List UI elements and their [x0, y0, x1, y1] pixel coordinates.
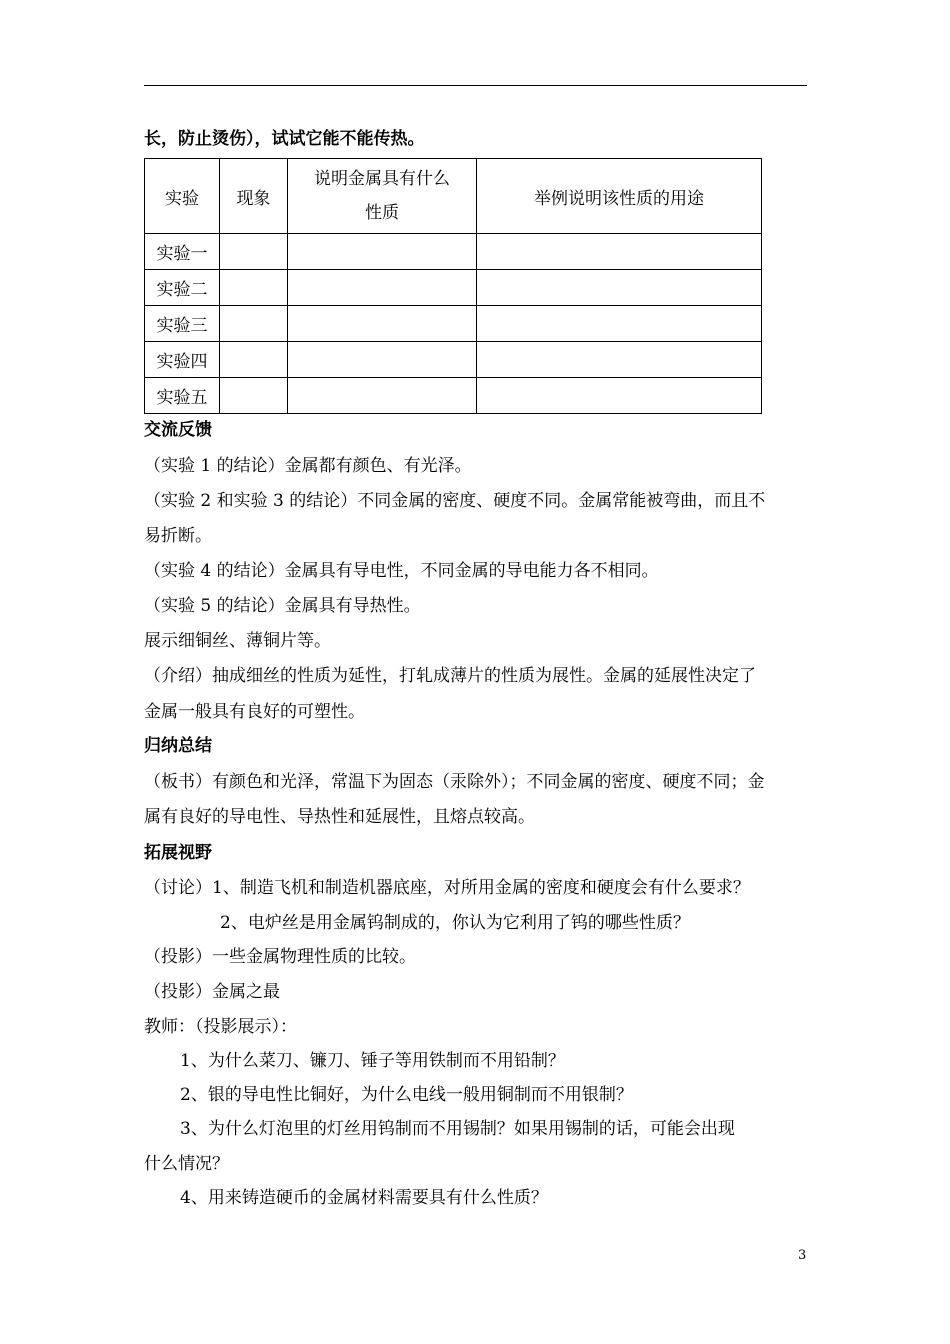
feedback-line: 金属一般具有良好的可塑性。 — [144, 702, 365, 722]
cell-usage[interactable] — [477, 306, 762, 342]
feedback-line: （实验 4 的结论）金属具有导电性，不同金属的导电能力各不相同。 — [144, 561, 659, 581]
feedback-line: 易折断。 — [144, 526, 212, 546]
row-label: 实验二 — [145, 270, 220, 306]
expand-line: （投影）金属之最 — [144, 982, 280, 1002]
cell-property[interactable] — [288, 234, 477, 270]
intro-line: 长，防止烫伤），试试它能不能传热。 — [144, 129, 425, 149]
expand-line: 4、用来铸造硬币的金属材料需要具有什么性质？ — [180, 1188, 548, 1208]
cell-usage[interactable] — [477, 270, 762, 306]
cell-property[interactable] — [288, 378, 477, 414]
table-row — [145, 342, 762, 378]
expand-line: （投影）一些金属物理性质的比较。 — [144, 947, 416, 967]
feedback-line: （实验 5 的结论）金属具有导热性。 — [144, 596, 421, 616]
header-usage: 举例说明该性质的用途 — [477, 159, 762, 234]
summary-line: 属有良好的导电性、导热性和延展性，且熔点较高。 — [144, 807, 535, 827]
cell-phenomenon[interactable] — [220, 342, 288, 378]
table-row — [145, 270, 762, 306]
feedback-line: （介绍）抽成细丝的性质为延性，打轧成薄片的性质为展性。金属的延展性决定了 — [144, 666, 756, 686]
expand-line: 什么情况？ — [144, 1154, 229, 1174]
feedback-line: 展示细铜丝、薄铜片等。 — [144, 631, 331, 651]
feedback-title: 交流反馈 — [144, 420, 212, 440]
cell-phenomenon[interactable] — [220, 306, 288, 342]
cell-property[interactable] — [288, 342, 477, 378]
table-row — [145, 378, 762, 414]
header-rule — [144, 85, 807, 86]
row-label: 实验三 — [145, 306, 220, 342]
header-property — [288, 159, 477, 234]
table-row — [145, 306, 762, 342]
header-property-line2: 性质 — [365, 203, 399, 223]
expand-line: 2、电炉丝是用金属钨制成的，你认为它利用了钨的哪些性质？ — [220, 913, 690, 933]
cell-usage[interactable] — [477, 234, 762, 270]
experiment-table — [144, 158, 762, 414]
cell-phenomenon[interactable] — [220, 378, 288, 414]
page-number: 3 — [798, 1248, 807, 1263]
cell-property[interactable] — [288, 270, 477, 306]
cell-property[interactable] — [288, 306, 477, 342]
feedback-line: （实验 2 和实验 3 的结论）不同金属的密度、硬度不同。金属常能被弯曲，而且不 — [144, 491, 766, 511]
header-property-line1: 说明金属具有什么 — [314, 169, 450, 189]
expand-line: 3、为什么灯泡里的灯丝用钨制而不用锡制？如果用锡制的话，可能会出现 — [180, 1119, 735, 1139]
summary-line: （板书）有颜色和光泽，常温下为固态（汞除外）；不同金属的密度、硬度不同；金 — [144, 772, 765, 792]
expand-title: 拓展视野 — [144, 843, 212, 863]
table-row — [145, 234, 762, 270]
header-experiment: 实验 — [145, 159, 220, 234]
table-header-row — [145, 159, 762, 234]
header-phenomenon: 现象 — [220, 159, 288, 234]
row-label: 实验四 — [145, 342, 220, 378]
expand-line: （讨论）1、制造飞机和制造机器底座，对所用金属的密度和硬度会有什么要求？ — [144, 878, 750, 898]
expand-line: 2、银的导电性比铜好，为什么电线一般用铜制而不用银制？ — [180, 1085, 633, 1105]
cell-phenomenon[interactable] — [220, 270, 288, 306]
cell-phenomenon[interactable] — [220, 234, 288, 270]
cell-usage[interactable] — [477, 342, 762, 378]
row-label: 实验一 — [145, 234, 220, 270]
expand-line: 1、为什么菜刀、镰刀、锤子等用铁制而不用铅制？ — [180, 1051, 565, 1071]
row-label: 实验五 — [145, 378, 220, 414]
expand-line: 教师：（投影展示）： — [144, 1017, 297, 1037]
cell-usage[interactable] — [477, 378, 762, 414]
summary-title: 归纳总结 — [144, 736, 212, 756]
feedback-line: （实验 1 的结论）金属都有颜色、有光泽。 — [144, 456, 472, 476]
